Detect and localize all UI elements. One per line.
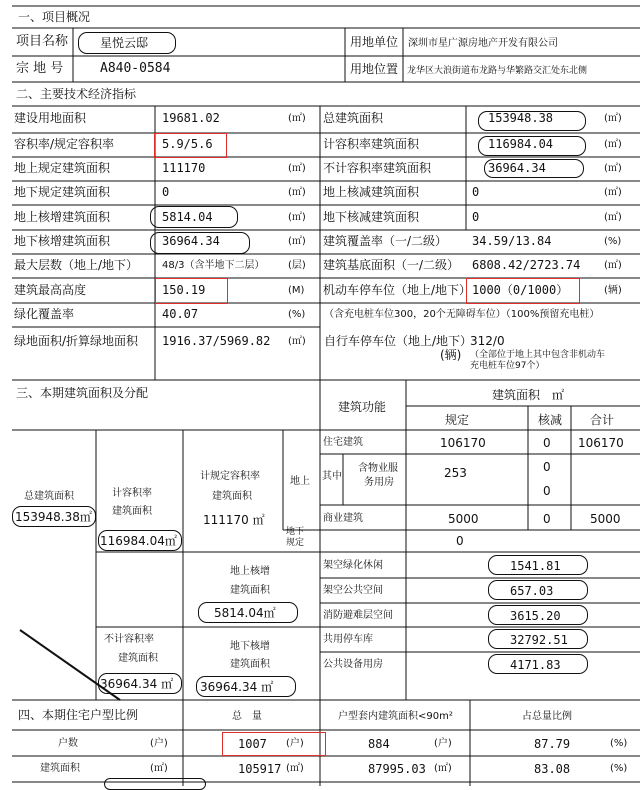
col-reduce: 核减	[538, 413, 563, 427]
below-add-label: 地下核增	[230, 641, 270, 652]
area-item-value: 4171.83	[510, 658, 561, 672]
lot-label: 宗 地 号	[16, 61, 64, 76]
parking-note: （含充电桩车位300，20个无障碍车位）（100%预留充电桩）	[324, 309, 600, 320]
right-row-unit: (㎡)	[604, 212, 622, 223]
bike-note-2: 充电桩车位97个）	[470, 361, 545, 371]
mgmt-r2: 0	[543, 484, 551, 498]
bike-unit: (辆)	[440, 348, 462, 362]
left-row-value: 5814.04	[162, 210, 213, 224]
below-value: 0	[456, 534, 464, 548]
bike-label: 自行车停车位（地上/地下）	[324, 334, 473, 348]
residential: 住宅建筑	[323, 437, 363, 448]
below-ground: 地下	[286, 527, 305, 537]
right-row-label: 机动车停车位（地上/地下）	[323, 283, 472, 297]
right-row-value: 0	[472, 185, 480, 199]
left-row-value: 40.07	[162, 307, 199, 321]
section2-title: 二、主要技术经济指标	[16, 87, 137, 101]
right-row-label: 建筑覆盖率（一/二级）	[323, 234, 448, 248]
ratio-row-total: 105917	[238, 762, 282, 776]
not-far-mark	[484, 159, 584, 178]
below-add-label2: 建筑面积	[230, 659, 270, 670]
col-ratio: 占总量比例	[522, 711, 572, 722]
com-plan: 5000	[448, 512, 479, 526]
planned-far-label2: 建筑面积	[212, 491, 252, 502]
area-item-label: 架空公共空间	[323, 585, 383, 596]
total-area-value: 153948.38㎡	[15, 510, 92, 524]
area-item-label: 架空绿化休闲	[323, 560, 383, 571]
left-row-label: 最大层数（地上/地下）	[14, 258, 139, 272]
above-add-value: 5814.04㎡	[214, 606, 276, 620]
right-row-value: 0	[472, 210, 480, 224]
com-total: 5000	[590, 512, 621, 526]
left-row-unit: (㎡)	[288, 336, 306, 347]
mgmt-room2: 务用房	[364, 477, 394, 488]
below-add-value: 36964.34 ㎡	[200, 680, 274, 694]
left-row-unit: (%)	[288, 309, 306, 320]
right-row-value: 6808.42/2723.74	[472, 258, 581, 272]
ratio-row-total-unit: (户)	[286, 738, 304, 749]
not-far-value: 36964.34 ㎡	[100, 677, 174, 691]
right-row-label: 地上核减建筑面积	[323, 185, 420, 199]
project-name-label: 项目名称	[16, 34, 69, 49]
left-row-value: 150.19	[162, 283, 206, 297]
far-area-label: 计容积率	[112, 488, 152, 499]
ratio-row-ratio-unit: (%)	[610, 763, 628, 774]
left-row-value: 5.9/5.6	[162, 137, 213, 151]
left-row-label: 地上规定建筑面积	[14, 161, 111, 175]
area-item-label: 共用停车库	[323, 634, 373, 645]
area-header: 建筑面积 ㎡	[492, 388, 565, 402]
right-row-value: 116984.04	[488, 137, 554, 151]
ratio-row-total-unit: (㎡)	[286, 763, 304, 774]
total-area-label: 总建筑面积	[24, 491, 74, 502]
left-row-label: 地上核增建筑面积	[14, 210, 111, 224]
area-item-label: 消防避难层空间	[323, 610, 393, 621]
ratio-row-small-unit: (㎡)	[434, 763, 452, 774]
col-total-4: 总 量	[232, 711, 262, 722]
ratio-row-small: 884	[368, 737, 390, 751]
right-row-value: 36964.34	[488, 161, 546, 175]
area-item-value: 3615.20	[510, 609, 561, 623]
col-plan: 规定	[445, 413, 470, 427]
far-highlight	[154, 133, 227, 158]
bottom-mark	[104, 778, 206, 790]
right-row-value: 1000（0/1000）	[472, 283, 569, 297]
section4-title: 四、本期住宅户型比例	[18, 708, 139, 722]
left-row-unit: (㎡)	[288, 236, 306, 247]
mgmt-room: 含物业服	[358, 463, 398, 474]
left-row-label: 容积率/规定容积率	[14, 137, 115, 151]
owner-label: 用地单位	[350, 35, 399, 49]
right-row-unit: (㎡)	[604, 139, 622, 150]
right-row-label: 计容积率建筑面积	[323, 137, 420, 151]
col-total: 合计	[590, 413, 615, 427]
parking-highlight	[466, 278, 580, 304]
above-ground: 地上	[290, 476, 310, 487]
area-item-label: 公共设备用房	[323, 659, 383, 670]
location-label: 用地位置	[350, 62, 399, 76]
ratio-row-small: 87995.03	[368, 762, 426, 776]
left-row-label: 地下规定建筑面积	[14, 185, 111, 199]
planned-far-label: 计规定容积率	[200, 471, 260, 482]
left-row-label: 建设用地面积	[14, 111, 87, 125]
location: 龙华区大浪街道布龙路与华繁路交汇处东北侧	[407, 66, 588, 76]
right-row-value: 153948.38	[488, 111, 554, 125]
com-reduce: 0	[543, 512, 551, 526]
above-add-label2: 建筑面积	[230, 585, 270, 596]
section3-title: 三、本期建筑面积及分配	[16, 386, 149, 400]
not-far-label: 不计容积率	[104, 634, 154, 645]
ratio-row-value: 87.79	[534, 737, 571, 751]
col-small: 户型套内建筑面积<90m²	[338, 711, 453, 722]
height-highlight	[155, 278, 228, 304]
ratio-row-total: 1007	[238, 737, 267, 751]
left-row-value: 48/3（含半地下二层）	[162, 260, 265, 271]
left-row-unit: (层)	[288, 260, 306, 271]
left-row-label: 绿地面积/折算绿地面积	[14, 334, 139, 348]
owner: 深圳市星广源房地产开发有限公司	[408, 38, 558, 49]
total-area-mark	[478, 111, 586, 131]
area-item-value: 1541.81	[510, 559, 561, 573]
right-row-label: 建筑基底面积（一/二级）	[323, 258, 460, 272]
left-row-unit: (㎡)	[288, 212, 306, 223]
far-area-label2: 建筑面积	[112, 506, 152, 517]
ratio-row-label: 建筑面积	[40, 763, 80, 774]
left-row-label: 地下核增建筑面积	[14, 234, 111, 248]
left-row-value: 1916.37/5969.82	[162, 334, 271, 348]
among: 其中	[322, 471, 342, 482]
res-reduce: 0	[543, 436, 551, 450]
ratio-row-label: 户数	[58, 738, 78, 749]
ratio-row-unit: (㎡)	[150, 763, 168, 774]
right-row-label: 总建筑面积	[323, 111, 384, 125]
far-area-value: 116984.04㎡	[100, 534, 177, 548]
ratio-row-unit: (户)	[150, 738, 168, 749]
left-row-label: 绿化覆盖率	[14, 307, 75, 321]
ratio-row-small-unit: (户)	[434, 738, 452, 749]
far-area-mark	[478, 136, 586, 156]
res-plan: 106170	[440, 436, 486, 450]
left-row-unit: (M)	[288, 285, 305, 296]
left-row-unit: (㎡)	[288, 187, 306, 198]
lot-no: A840-0584	[100, 61, 171, 76]
func-header: 建筑功能	[338, 400, 387, 414]
section1-title: 一、项目概况	[18, 10, 91, 24]
ratio-row-value: 83.08	[534, 762, 571, 776]
bike-note-1: （全部位于地上其中包含非机动车	[470, 350, 606, 360]
left-row-value: 0	[162, 185, 170, 199]
right-row-unit: (㎡)	[604, 113, 622, 124]
mgmt-plan: 253	[444, 466, 467, 480]
right-row-label: 不计容积率建筑面积	[323, 161, 432, 175]
left-row-unit: (㎡)	[288, 163, 306, 174]
left-row-value: 111170	[162, 161, 206, 175]
area-item-value: 32792.51	[510, 633, 568, 647]
right-row-unit: (㎡)	[604, 187, 622, 198]
below-plan: 规定	[286, 538, 305, 548]
res-total: 106170	[578, 436, 624, 450]
mgmt-r1: 0	[543, 460, 551, 474]
area-item-value: 657.03	[510, 584, 554, 598]
right-row-value: 34.59/13.84	[472, 234, 552, 248]
above-add-label: 地上核增	[230, 566, 270, 577]
left-row-label: 建筑最高高度	[14, 283, 87, 297]
commercial: 商业建筑	[323, 513, 363, 524]
left-row-unit: (㎡)	[288, 113, 306, 124]
bike-value: 312/0	[470, 334, 505, 348]
not-far-label2: 建筑面积	[118, 653, 158, 664]
ratio-row-ratio-unit: (%)	[610, 738, 628, 749]
above-add-mark	[150, 206, 238, 228]
left-row-value: 36964.34	[162, 234, 220, 248]
right-row-unit: (辆)	[604, 285, 622, 296]
below-add-mark	[150, 232, 250, 254]
planned-far-value: 111170 ㎡	[203, 513, 265, 527]
right-row-label: 地下核减建筑面积	[323, 210, 420, 224]
right-row-unit: (%)	[604, 236, 622, 247]
left-row-value: 19681.02	[162, 111, 220, 125]
right-row-unit: (㎡)	[604, 260, 622, 271]
right-row-unit: (㎡)	[604, 163, 622, 174]
project-name: 星悦云邸	[100, 36, 149, 50]
